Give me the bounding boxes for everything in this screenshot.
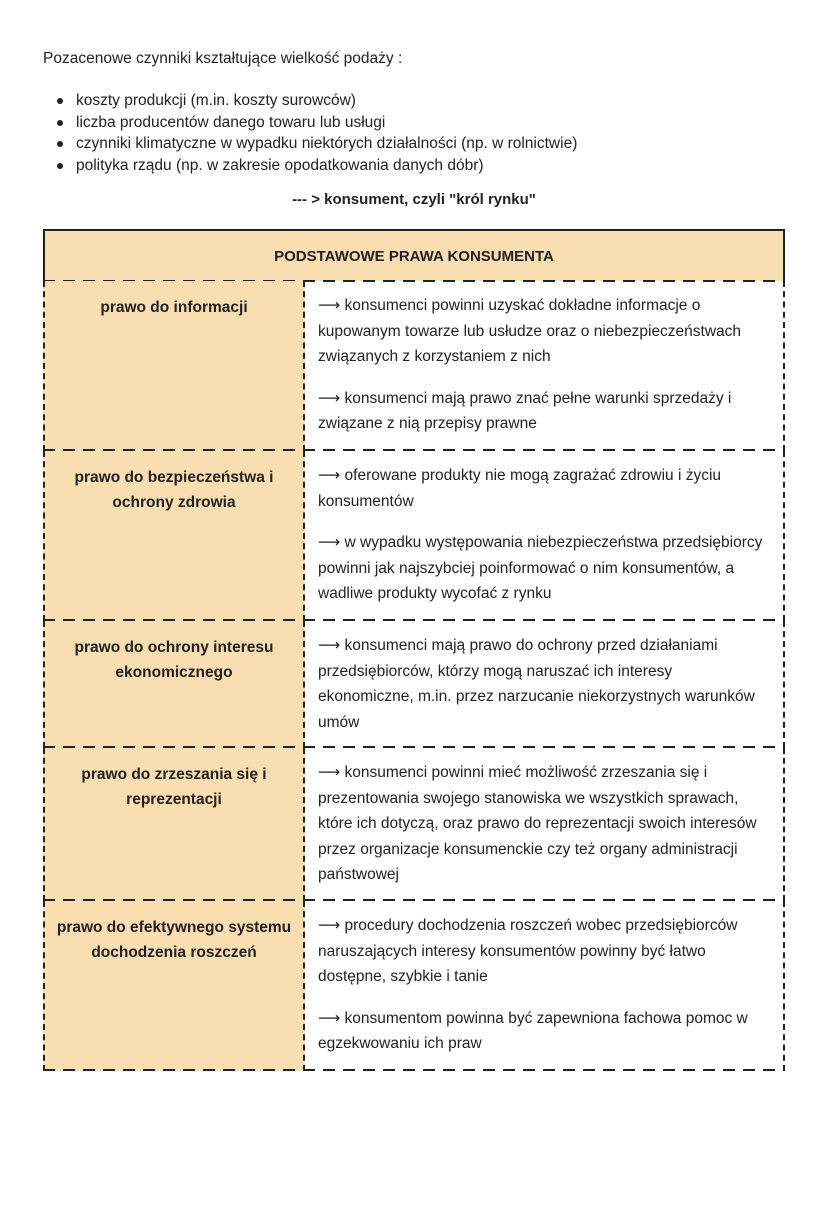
description-paragraph: ⟶ konsumentom powinna być zapewniona fachowa pomoc w egzekwowaniu ich praw <box>318 1009 748 1052</box>
description-paragraph: ⟶ konsumenci powinni mieć możliwość zrzeszania się i prezentowania swojego stanowiska we wszystkich sprawach, które ich dotyczą, oraz prawo do reprezentacji swoich interesów przez organizacje konsumenckie czy też organy administracji państwowej <box>318 764 757 883</box>
right-name: prawo do efektywnego systemu dochodzenia roszczeń <box>43 901 305 1071</box>
right-description <box>305 901 785 1071</box>
table-row <box>43 748 785 901</box>
right-name: prawo do ochrony interesu ekonomicznego <box>43 621 305 748</box>
intro-heading: Pozacenowe czynniki kształtujące wielkość podaży : <box>43 50 403 67</box>
right-description <box>305 748 785 901</box>
right-description <box>305 451 785 621</box>
table-row <box>43 621 785 748</box>
description-paragraph: ⟶ oferowane produkty nie mogą zagrażać zdrowiu i życiu konsumentów <box>318 467 722 510</box>
list-item: czynniki klimatyczne w wypadku niektórych działalności (np. w rolnictwie) <box>55 133 577 155</box>
description-paragraph: ⟶ konsumenci mają prawo znać pełne warunki sprzedaży i związane z nią przepisy prawne <box>318 389 732 432</box>
right-description <box>305 281 785 451</box>
consumer-rights-table <box>43 229 785 1071</box>
description-paragraph: ⟶ w wypadku występowania niebezpieczeństwa przedsiębiorcy powinni jak najszybciej poinformować o nim konsumentów, a wadliwe produkty wycofać z rynku <box>318 534 763 602</box>
right-name: prawo do informacji <box>43 281 305 451</box>
right-name: prawo do bezpieczeństwa i ochrony zdrowia <box>43 451 305 621</box>
table-row <box>43 451 785 621</box>
description-paragraph: ⟶ konsumenci mają prawo do ochrony przed działaniami przedsiębiorców, którzy mogą naruszać ich interesy ekonomiczne, m.in. przez narzucanie niekorzystnych warunków umów <box>318 637 755 731</box>
table-title: PODSTAWOWE PRAWA KONSUMENTA <box>43 229 785 281</box>
list-item: polityka rządu (np. w zakresie opodatkowania danych dóbr) <box>55 155 577 177</box>
table-row <box>43 281 785 451</box>
right-name: prawo do zrzeszania się i reprezentacji <box>43 748 305 901</box>
description-paragraph: ⟶ procedury dochodzenia roszczeń wobec przedsiębiorców naruszających interesy konsumentów powinny być łatwo dostępne, szybkie i tanie <box>318 917 738 985</box>
factor-list <box>55 90 577 176</box>
consumer-king-note: --- > konsument, czyli "król rynku" <box>292 191 536 208</box>
description-paragraph: ⟶ konsumenci powinni uzyskać dokładne informacje o kupowanym towarze lub usłudze oraz o niebezpieczeństwach związanych z korzystaniem z nich <box>318 297 742 365</box>
list-item: koszty produkcji (m.in. koszty surowców) <box>55 90 577 112</box>
table-row <box>43 901 785 1071</box>
right-description <box>305 621 785 748</box>
list-item: liczba producentów danego towaru lub usługi <box>55 112 577 134</box>
